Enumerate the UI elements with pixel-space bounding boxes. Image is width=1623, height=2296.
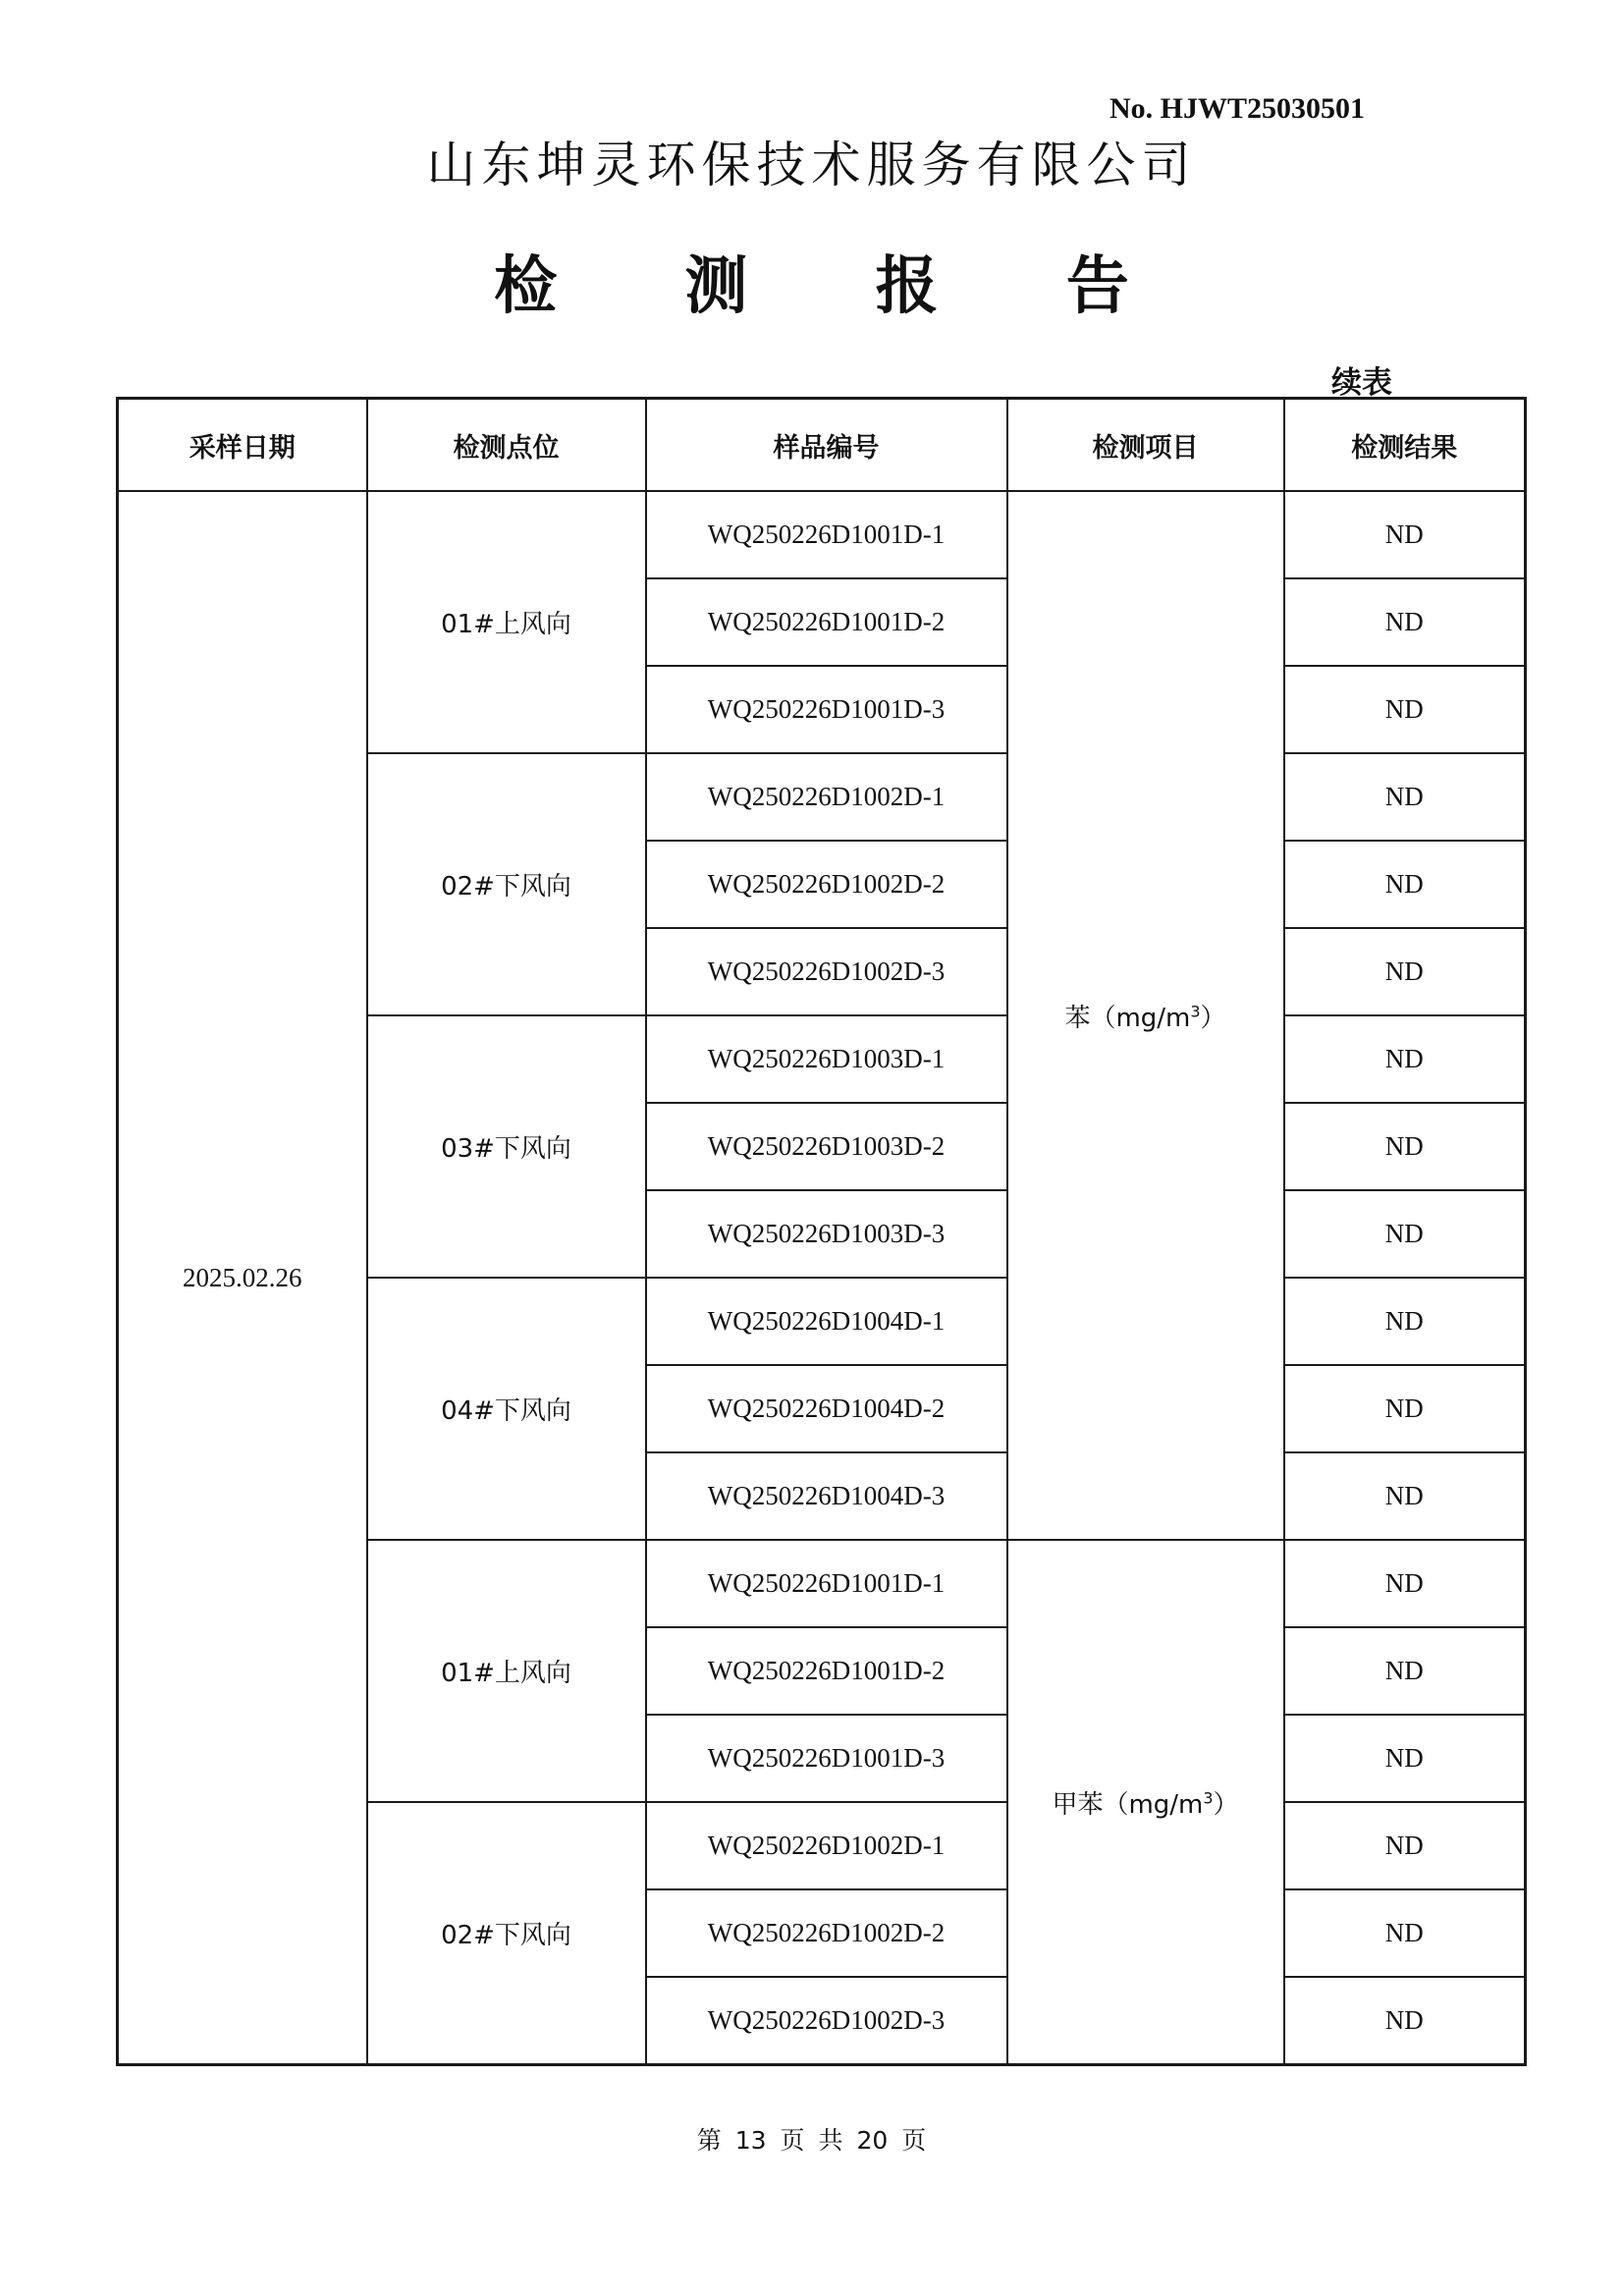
sample-id-cell: WQ250226D1002D-3: [646, 928, 1007, 1015]
test-result-cell: ND: [1284, 1103, 1526, 1190]
sampling-date-cell: 2025.02.26: [118, 491, 367, 2065]
total-page-count: 20: [856, 2126, 889, 2155]
test-item-cell: [1007, 491, 1284, 1540]
test-result-cell: ND: [1284, 491, 1526, 578]
unit-exponent: 3: [1190, 1001, 1201, 1020]
sample-id-cell: WQ250226D1002D-1: [646, 753, 1007, 841]
sample-id-cell: WQ250226D1003D-1: [646, 1015, 1007, 1103]
test-result-cell: ND: [1284, 1015, 1526, 1103]
sample-id-cell: WQ250226D1002D-2: [646, 841, 1007, 928]
continued-label: 续表: [1331, 365, 1392, 401]
test-point-cell: 03#下风向: [367, 1015, 646, 1278]
test-result-cell: ND: [1284, 1977, 1526, 2065]
table-row: [118, 491, 1526, 578]
sample-id-cell: WQ250226D1002D-2: [646, 1889, 1007, 1977]
sample-id-cell: WQ250226D1001D-1: [646, 491, 1007, 578]
test-item-cell: [1007, 1540, 1284, 2065]
page-title: 检 测 报 告: [494, 250, 1182, 323]
test-point-cell: 04#下风向: [367, 1278, 646, 1540]
test-point-cell: 02#下风向: [367, 753, 646, 1015]
sample-id-cell: WQ250226D1001D-2: [646, 1627, 1007, 1715]
report-number: No. HJWT25030501: [1109, 92, 1366, 125]
test-point-cell: 02#下风向: [367, 1802, 646, 2065]
unit-exponent: 3: [1203, 1787, 1214, 1807]
test-result-cell: ND: [1284, 1278, 1526, 1365]
column-header-test-result: 检测结果: [1284, 399, 1526, 492]
current-page-number: 13: [734, 2126, 767, 2155]
test-result-cell: ND: [1284, 1715, 1526, 1802]
results-table: [116, 397, 1527, 2066]
test-point-cell: 01#上风向: [367, 491, 646, 753]
test-result-cell: ND: [1284, 578, 1526, 666]
company-name: 山东坤灵环保技术服务有限公司: [426, 137, 1197, 193]
sample-id-cell: WQ250226D1002D-3: [646, 1977, 1007, 2065]
test-result-cell: ND: [1284, 1889, 1526, 1977]
test-result-cell: ND: [1284, 666, 1526, 753]
sample-id-cell: WQ250226D1001D-1: [646, 1540, 1007, 1627]
sample-id-cell: WQ250226D1003D-3: [646, 1190, 1007, 1278]
column-header-sample-id: 样品编号: [646, 399, 1007, 492]
column-header-sampling-date: 采样日期: [118, 399, 367, 492]
sample-id-cell: WQ250226D1002D-1: [646, 1802, 1007, 1889]
table-header-row: [118, 399, 1526, 492]
sample-id-cell: WQ250226D1003D-2: [646, 1103, 1007, 1190]
test-point-cell: 01#上风向: [367, 1540, 646, 1802]
test-result-cell: ND: [1284, 1802, 1526, 1889]
test-item-close: ）: [1213, 1789, 1239, 1820]
test-result-cell: ND: [1284, 753, 1526, 841]
test-item-label: 甲苯（mg/m: [1052, 1789, 1204, 1820]
footer-suffix: 页: [901, 2126, 927, 2155]
test-result-cell: ND: [1284, 1452, 1526, 1540]
table-body: [118, 491, 1526, 2065]
sample-id-cell: WQ250226D1001D-3: [646, 666, 1007, 753]
test-result-cell: ND: [1284, 1540, 1526, 1627]
test-result-cell: ND: [1284, 928, 1526, 1015]
test-item-close: ）: [1200, 1003, 1226, 1033]
footer-prefix: 第: [696, 2126, 722, 2155]
page-footer: [0, 2121, 1623, 2157]
column-header-test-point: 检测点位: [367, 399, 646, 492]
sample-id-cell: WQ250226D1001D-3: [646, 1715, 1007, 1802]
test-result-cell: ND: [1284, 1365, 1526, 1452]
footer-middle: 页 共: [780, 2126, 843, 2155]
sample-id-cell: WQ250226D1004D-1: [646, 1278, 1007, 1365]
sample-id-cell: WQ250226D1004D-2: [646, 1365, 1007, 1452]
sample-id-cell: WQ250226D1001D-2: [646, 578, 1007, 666]
test-result-cell: ND: [1284, 1627, 1526, 1715]
test-item-label: 苯（mg/m: [1064, 1003, 1191, 1033]
sample-id-cell: WQ250226D1004D-3: [646, 1452, 1007, 1540]
column-header-test-item: 检测项目: [1007, 399, 1284, 492]
test-result-cell: ND: [1284, 1190, 1526, 1278]
test-result-cell: ND: [1284, 841, 1526, 928]
